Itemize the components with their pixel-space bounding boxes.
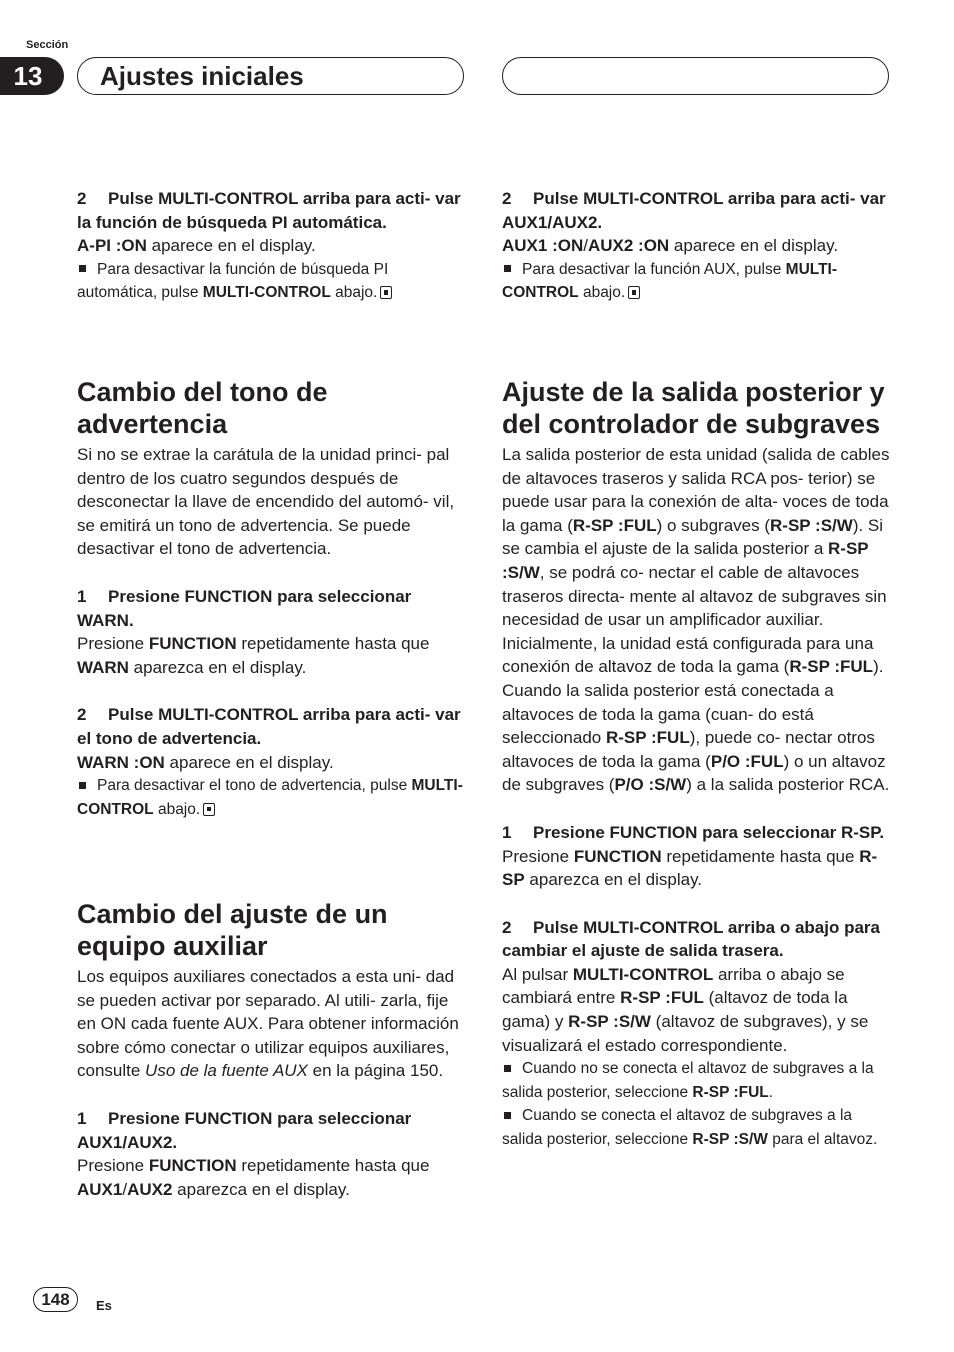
aux-section xyxy=(77,898,467,1201)
bullet-note: Para desactivar el tono de advertencia, pulse MULTI-CONTROL abajo. xyxy=(77,777,463,818)
language-code: Es xyxy=(96,1298,112,1313)
rear-output-section xyxy=(502,376,892,1152)
header-empty-box xyxy=(502,57,889,95)
bullet-square-icon xyxy=(504,1112,511,1119)
step-heading: 2 Pulse MULTI-CONTROL arriba para acti- var el tono de advertencia. xyxy=(77,705,461,748)
bullet-note: Para desactivar la función de búsqueda PI automática, pulse MULTI-CONTROL abajo. xyxy=(77,258,467,305)
bullet-square-icon xyxy=(79,265,86,272)
step-heading: 2 Pulse MULTI-CONTROL arriba para acti- var AUX1/AUX2. xyxy=(502,189,886,232)
bullet-note: Cuando no se conecta el altavoz de subgraves a la salida posterior, seleccione R-SP :FUL. xyxy=(502,1060,874,1101)
section-title: Ajustes iniciales xyxy=(100,61,304,91)
bullet-note: Cuando se conecta el altavoz de subgraves a la salida posterior, seleccione R-SP :S/W para el altavoz. xyxy=(502,1107,878,1149)
bullet-square-icon xyxy=(504,1065,511,1072)
body-paragraph: La salida posterior de esta unidad (salida de cables de altavoces traseros y salida RCA pos- terior) se puede usar para la conexión de alta- voces de toda la gama (R-SP :FUL) o subgraves (R-SP :S/W). Si se cambia el ajuste de la salida posterior a R-SP :S/W, se podrá co- nectar el cable de altavoces traseros directa- mente al altavoz de subgraves sin necesidad de usar un amplificador auxiliar. xyxy=(502,445,890,630)
step-text: Presione FUNCTION repetidamente hasta que WARN aparezca en el display. xyxy=(77,634,430,677)
section-number-badge: 13 xyxy=(0,57,64,95)
end-mark-icon xyxy=(628,286,640,299)
section-title-box xyxy=(77,57,464,95)
bullet-note: Para desactivar la función AUX, pulse MULTI-CONTROL abajo. xyxy=(502,260,838,302)
body-paragraph: Si no se extrae la carátula de la unidad princi- pal dentro de los cuatro segundos después de desconectar la llave de encendido del automó- vil, se emitirá un tono de advertencia. Se puede desactivar el tono de advertencia. xyxy=(77,445,455,559)
end-mark-icon xyxy=(380,286,392,299)
step-text: A-PI :ON aparece en el display. xyxy=(77,236,316,256)
step-text: Presione FUNCTION repetidamente hasta que AUX1/AUX2 aparezca en el display. xyxy=(77,1156,430,1199)
step-text: AUX1 :ON/AUX2 :ON aparece en el display. xyxy=(502,236,839,256)
bullet-square-icon xyxy=(504,265,511,272)
step-heading: 1 Presione FUNCTION para seleccionar WARN. xyxy=(77,586,412,630)
body-paragraph: Inicialmente, la unidad está configurada para una conexión de altavoz de toda la gama (R-SP :FUL). Cuando la salida posterior está conectada a altavoces de toda la gama (cuan- do está seleccionado R-SP :FUL), puede co- nectar otros altavoces de toda la gama (P/O :FUL) o un altavoz de subgraves (P/O :S/W) a la salida posterior RCA. xyxy=(502,633,890,795)
left-top-step xyxy=(77,187,467,305)
section-label: Sección xyxy=(26,39,69,51)
section-heading: Cambio del ajuste de un equipo auxiliar xyxy=(77,899,388,961)
step-text: WARN :ON aparece en el display. xyxy=(77,752,334,772)
section-heading: Cambio del tono de advertencia xyxy=(77,377,328,439)
step-heading: 1 Presione FUNCTION para seleccionar R-SP. xyxy=(502,822,885,842)
step-text: Presione FUNCTION repetidamente hasta que R-SP aparezca en el display. xyxy=(502,846,878,890)
section-heading: Ajuste de la salida posterior y del controlador de subgraves xyxy=(502,377,885,439)
right-top-step xyxy=(502,187,892,305)
step-heading: 1 Presione FUNCTION para seleccionar AUX1/AUX2. xyxy=(77,1108,412,1152)
step-heading: 2 Pulse MULTI-CONTROL arriba o abajo para cambiar el ajuste de salida trasera. xyxy=(502,917,880,961)
bullet-square-icon xyxy=(79,782,86,789)
step-heading: 2 Pulse MULTI-CONTROL arriba para acti- var la función de búsqueda PI automática. xyxy=(77,189,461,232)
body-paragraph: Los equipos auxiliares conectados a esta uni- dad se pueden activar por separado. Al utili- zarla, fije en ON cada fuente AUX. Para obtener información sobre cómo conectar o utilizar equipos auxiliares, consulte Uso de la fuente AUX en la página 150. xyxy=(77,967,459,1081)
page-number: 148 xyxy=(33,1287,78,1312)
warn-section xyxy=(77,376,467,821)
step-text: Al pulsar MULTI-CONTROL arriba o abajo se cambiará entre R-SP :FUL (altavoz de toda la gama) y R-SP :S/W (altavoz de subgraves), y se visualizará el estado correspondiente. xyxy=(502,964,869,1055)
end-mark-icon xyxy=(203,803,215,816)
